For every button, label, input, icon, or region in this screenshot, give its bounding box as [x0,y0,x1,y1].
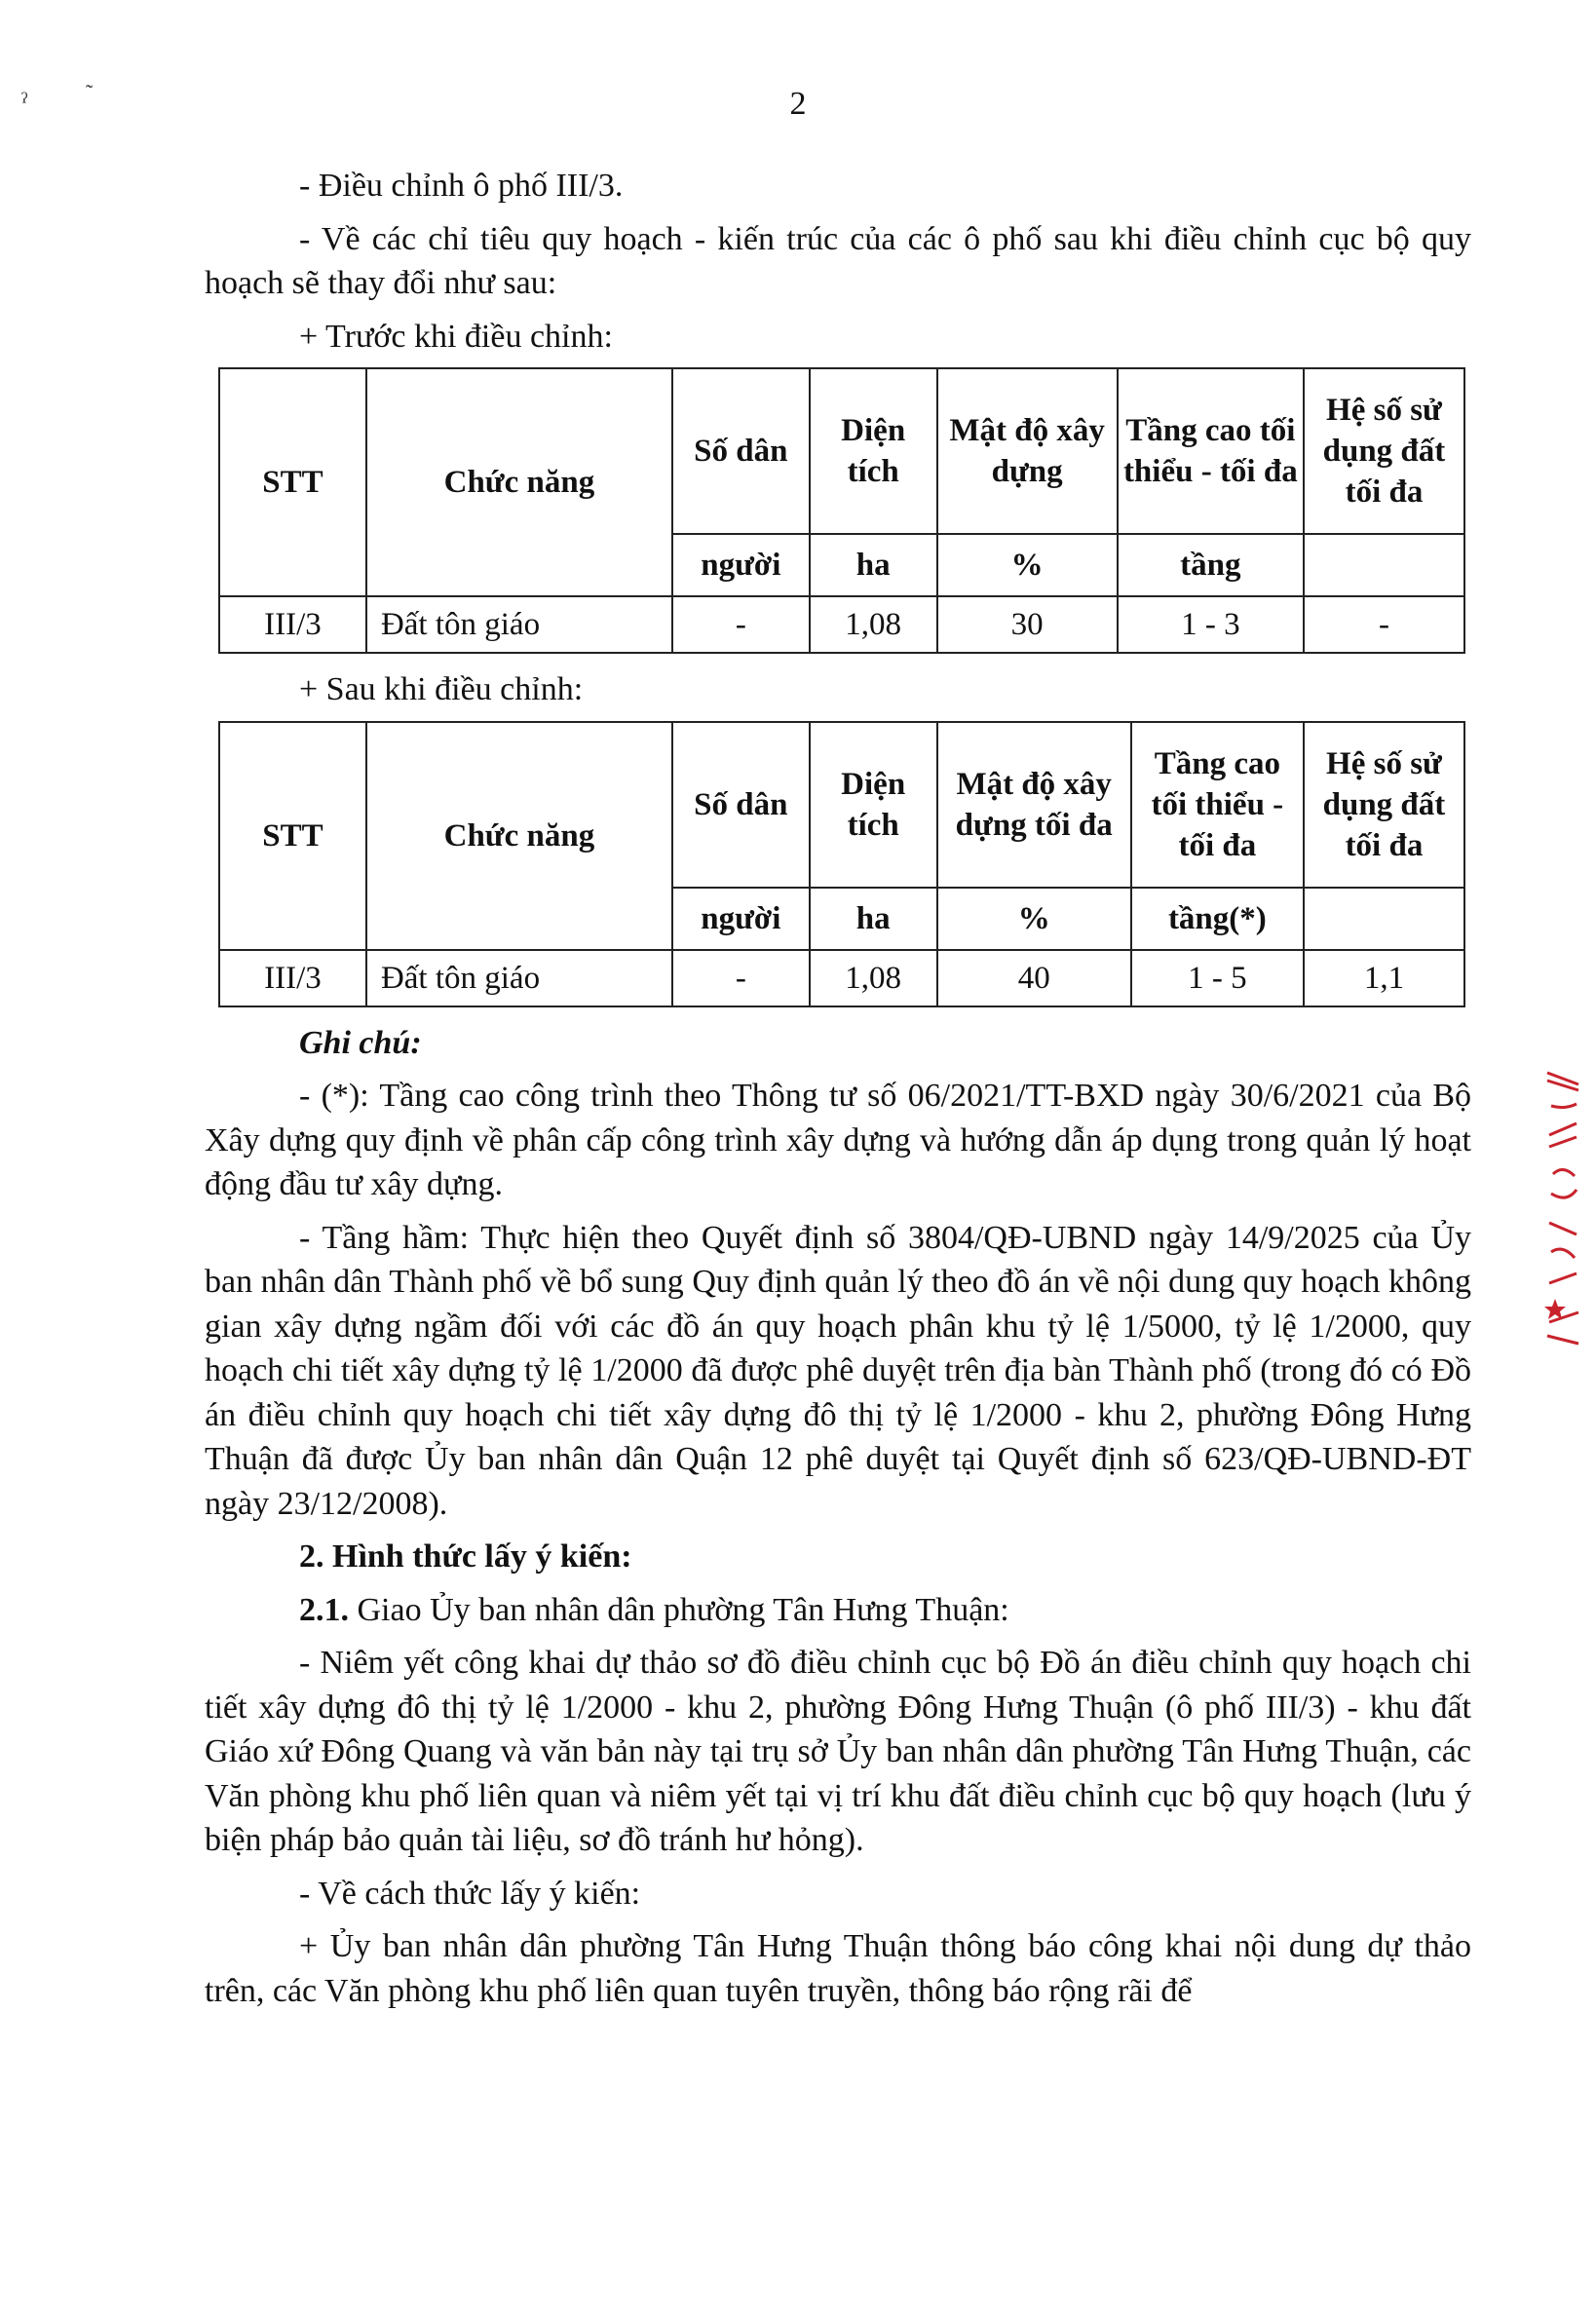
header-stt: STT [219,722,366,950]
paragraph-adjust-block: - Điều chỉnh ô phố III/3. [299,168,624,204]
cell-area: 1,08 [810,950,937,1006]
section21-text: Giao Ủy ban nhân dân phường Tân Hưng Thuận: [349,1591,1009,1628]
scan-mark-dot: ˜ [86,80,94,104]
unit-ratio [1304,534,1464,596]
note-floor-height: - (*): Tầng cao công trình theo Thông tư số 06/2021/TT-BXD ngày 30/6/2021 của Bộ Xây dựng quy định về phân cấp công trình xây dựng và hướng dẫn áp dụng trong quản lý hoạt động đầu tư xây dựng. [205,1078,1471,1202]
cell-area: 1,08 [810,596,937,653]
header-land-use-ratio: Hệ số sử dụng đất tối đa [1304,368,1464,534]
section21-heading [205,1588,1471,1633]
table-row [219,950,1464,1006]
header-floors: Tầng cao tối thiểu - tối đa [1131,722,1304,888]
header-floors: Tầng cao tối thiểu - tối đa [1118,368,1304,534]
table-row [219,596,1464,653]
seal-stamp-edge [1543,1067,1582,1349]
notes-title: Ghi chú: [299,1024,422,1061]
cell-density: 30 [937,596,1118,653]
cell-function: Đất tôn giáo [366,950,672,1006]
cell-floors: 1 - 5 [1131,950,1304,1006]
header-density: Mật độ xây dựng tối đa [937,722,1131,888]
section2-heading-text: 2. Hình thức lấy ý kiến: [299,1538,632,1575]
unit-density: % [937,888,1131,950]
header-population: Số dân [672,368,810,534]
header-density: Mật độ xây dựng [937,368,1118,534]
paragraph-indicators: - Về các chỉ tiêu quy hoạch - kiến trúc của các ô phố sau khi điều chỉnh cục bộ quy hoạch sẽ thay đổi như sau: [205,220,1471,301]
paragraph-announcement: + Ủy ban nhân dân phường Tân Hưng Thuận thông báo công khai nội dung dự thảo trên, các Văn phòng khu phố liên quan tuyên truyền, thông báo rộng rãi để [205,1928,1471,2009]
cell-ratio: - [1304,596,1464,653]
page-number: 2 [789,86,807,122]
header-function: Chức năng [366,368,672,596]
unit-area: ha [810,888,937,950]
paragraph-method: - Về cách thức lấy ý kiến: [299,1875,641,1912]
unit-floors: tầng [1118,534,1304,596]
cell-stt: III/3 [219,596,366,653]
unit-population: người [672,534,810,596]
table-before-adjustment [218,367,1465,654]
paragraph-posting: - Niêm yết công khai dự thảo sơ đồ điều chỉnh cục bộ Đồ án điều chỉnh quy hoạch chi tiết xây dựng đô thị tỷ lệ 1/2000 - khu 2, phường Đông Hưng Thuận (ô phố III/3) - khu đất Giáo xứ Đông Quang và văn bản này tại trụ sở Ủy ban nhân dân phường Tân Hưng Thuận, các Văn phòng khu phố liên quan và niêm yết tại vị trí khu đất điều chỉnh cục bộ quy hoạch (lưu ý biện pháp bảo quản tài liệu, sơ đồ tránh hư hỏng). [205,1645,1471,1858]
note-basement: - Tầng hầm: Thực hiện theo Quyết định số 3804/QĐ-UBND ngày 14/9/2025 của Ủy ban nhân dân Thành phố về bổ sung Quy định quản lý theo đồ án về nội dung quy hoạch không gian xây dựng ngầm đối với các đồ án quy hoạch phân khu tỷ lệ 1/5000, tỷ lệ 1/2000, quy hoạch chi tiết xây dựng tỷ lệ 1/2000 đã được phê duyệt trên địa bàn Thành phố (trong đó có Đồ án điều chỉnh quy hoạch chi tiết xây dựng đô thị tỷ lệ 1/2000 - khu 2, phường Đông Hưng Thuận đã được Ủy ban nhân dân Quận 12 phê duyệt tại Quyết định số 623/QĐ-UBND-ĐT ngày 23/12/2008). [205,1219,1471,1522]
unit-density: % [937,534,1118,596]
cell-stt: III/3 [219,950,366,1006]
header-function: Chức năng [366,722,672,950]
cell-density: 40 [937,950,1131,1006]
seal-star-icon [1544,1299,1566,1319]
cell-floors: 1 - 3 [1118,596,1304,653]
section2-heading [205,1535,1471,1579]
label-after-adjustment: + Sau khi điều chỉnh: [299,671,584,707]
header-stt: STT [219,368,366,596]
document-body [205,164,1471,2022]
unit-area: ha [810,534,937,596]
cell-ratio: 1,1 [1304,950,1464,1006]
unit-floors: tầng(*) [1131,888,1304,950]
section21-number: 2.1. [299,1591,349,1628]
cell-population: - [672,596,810,653]
cell-population: - [672,950,810,1006]
scan-mark-left: ˀ [21,88,28,116]
unit-population: người [672,888,810,950]
unit-ratio [1304,888,1464,950]
label-before-adjustment: + Trước khi điều chỉnh: [299,318,613,355]
cell-function: Đất tôn giáo [366,596,672,653]
header-land-use-ratio: Hệ số sử dụng đất tối đa [1304,722,1464,888]
header-area: Diện tích [810,368,937,534]
table-after-adjustment [218,721,1465,1007]
header-area: Diện tích [810,722,937,888]
header-population: Số dân [672,722,810,888]
